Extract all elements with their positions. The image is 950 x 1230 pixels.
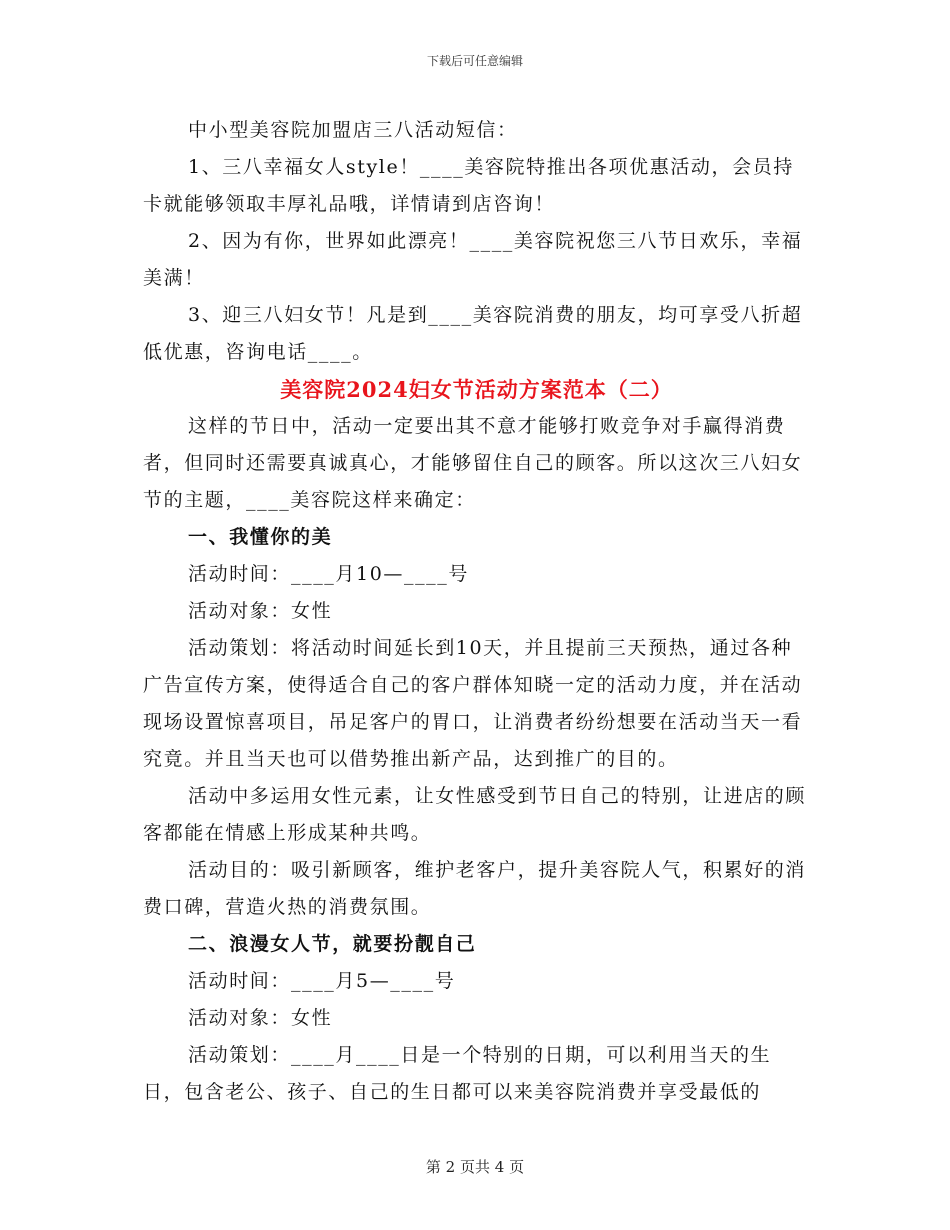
intro-paragraph: 这样的节日中，活动一定要出其不意才能够打败竞争对手赢得消费者，但同时还需要真诚真心，才能够留住自己的顾客。所以这次三八妇女节的主题，____美容院这样来确定：	[143, 415, 803, 511]
section-title: 美容院2024妇女节活动方案范本（二）	[280, 377, 673, 402]
sms-item-2: 2、因为有你，世界如此漂亮！____美容院祝您三八节日欢乐，幸福美满！	[143, 230, 803, 289]
document-body	[143, 112, 810, 1111]
activity-goal-1: 活动目的：吸引新顾客，维护老客户，提升美容院人气，积累好的消费口碑，营造火热的消费氛围。	[143, 859, 807, 918]
page-footer: 第 2 页共 4 页	[425, 1158, 525, 1176]
sms-item-1: 1、三八幸福女人style！____美容院特推出各项优惠活动，会员持卡就能够领取丰厚礼品哦，详情请到店咨询！	[143, 156, 794, 215]
heading-1: 一、我懂你的美	[188, 526, 333, 548]
activity-plan-1: 活动策划：将活动时间延长到10天，并且提前三天预热，通过各种广告宣传方案，使得适合自己的客户群体知晓一定的活动力度，并在活动现场设置惊喜项目，吊足客户的胃口，让消费者纷纷想要在活动当天一看究竟。并且当天也可以借势推出新产品，达到推广的目的。	[143, 637, 803, 770]
activity-note-1: 活动中多运用女性元素，让女性感受到节日自己的特别，让进店的顾客都能在情感上形成某种共鸣。	[143, 785, 807, 844]
heading-2: 二、浪漫女人节，就要扮靓自己	[188, 933, 477, 955]
sms-item-3: 3、迎三八妇女节！凡是到____美容院消费的朋友，均可享受八折超低优惠，咨询电话____。	[143, 304, 803, 363]
sms-intro: 中小型美容院加盟店三八活动短信：	[188, 119, 518, 141]
activity-time-2: 活动时间：____月5—____号	[188, 970, 456, 992]
activity-target-1: 活动对象：女性	[188, 600, 333, 622]
activity-time-1: 活动时间：____月10—____号	[188, 563, 469, 585]
activity-target-2: 活动对象：女性	[188, 1007, 333, 1029]
activity-plan-2: 活动策划：____月____日是一个特别的日期，可以利用当天的生日，包含老公、孩子、自己的生日都可以来美容院消费并享受最低的	[143, 1044, 772, 1103]
page-header: 下载后可任意编辑	[426, 54, 523, 68]
